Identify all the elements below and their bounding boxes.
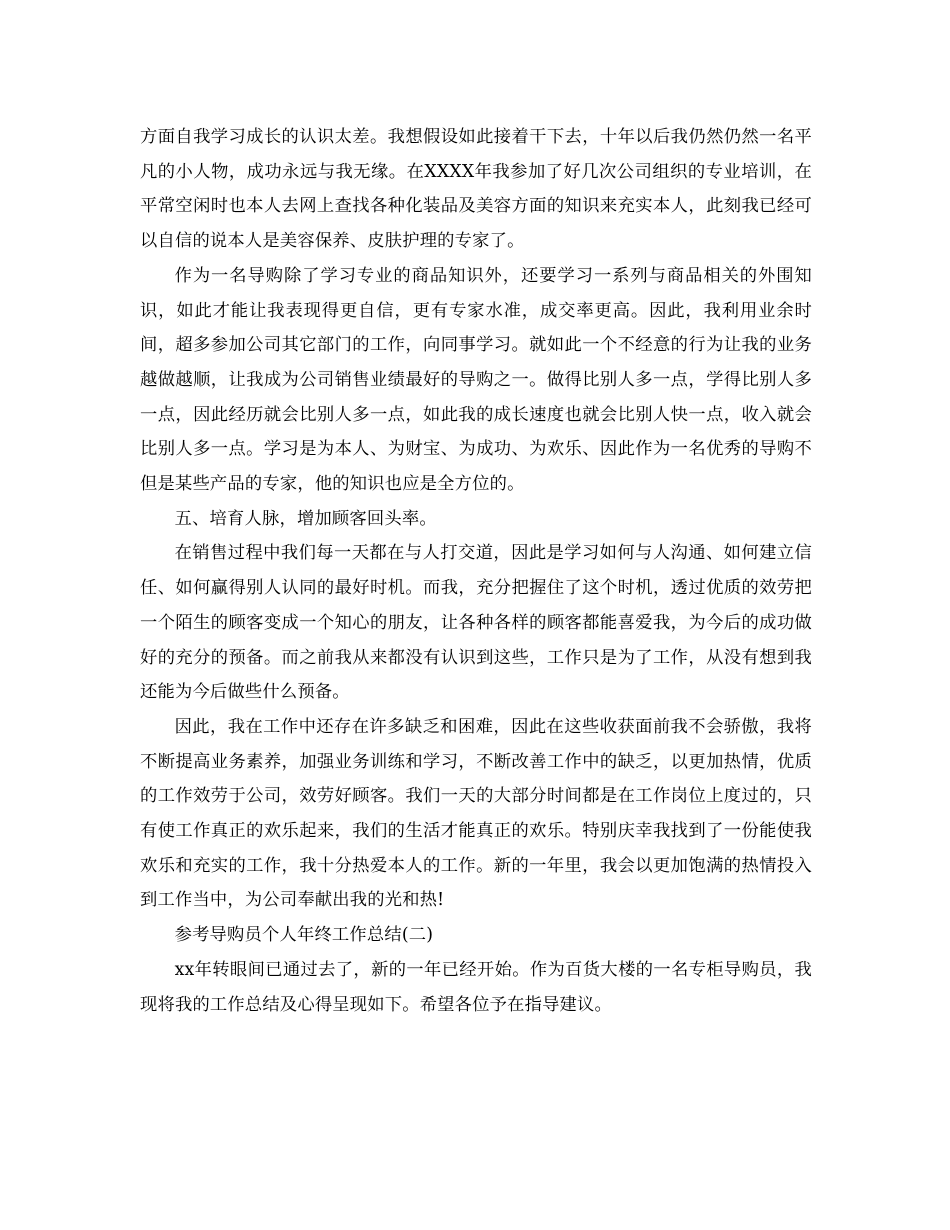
paragraph-sales-process: 在销售过程中我们每一天都在与人打交道，因此是学习如何与人沟通、如何建立信任、如何赢得别人认同的最好时机。而我，充分把握住了这个时机，透过优质的效劳把一个陌生的顾客变成一个知心的朋友，让各种各样的顾客都能喜爱我，为今后的成功做好的充分的预备。而之前我从来都没有认识到这些，工作只是为了工作，从没有想到我还能为今后做些什么预备。 bbox=[140, 543, 812, 703]
paragraph-learning: 作为一名导购除了学习专业的商品知识外，还要学习一系列与商品相关的外围知识，如此才能让我表现得更自信，更有专家水准，成交率更高。因此，我利用业余时间，超多参加公司其它部门的工作，向同事学习。就如此一个不经意的行为让我的业务越做越顺，让我成为公司销售业绩最好的导购之一。做得比别人多一点，学得比别人多一点，因此经历就会比别人多一点，如此我的成长速度也就会比别人快一点，收入就会比别人多一点。学习是为本人、为财宝、为成功、为欢乐、因此作为一名优秀的导购不但是某些产品的专家，他的知识也应是全方位的。 bbox=[140, 265, 812, 495]
section-heading-network: 五、培育人脉，增加顾客回头率。 bbox=[174, 508, 437, 529]
paragraph-continuation: 方面自我学习成长的认识太差。我想假设如此接着干下去，十年以后我仍然仍然一名平凡的小人物，成功永远与我无缘。在XXXX年我参加了好几次公司组织的专业培训，在平常空闲时也本人去网上查找各种化装品及美容方面的知识来充实本人，此刻我已经可以自信的说本人是美容保养、皮肤护理的专家了。 bbox=[140, 127, 812, 252]
paragraph-conclusion: 因此，我在工作中还存在许多缺乏和困难，因此在这些收获面前我不会骄傲，我将不断提高业务素养，加强业务训练和学习，不断改善工作中的缺乏，以更加热情，优质的工作效劳于公司，效劳好顾客。我们一天的大部分时间都是在工作岗位上度过的，只有使工作真正的欢乐起来，我们的生活才能真正的欢乐。特别庆幸我找到了一份能使我欢乐和充实的工作，我十分热爱本人的工作。新的一年里，我会以更加饱满的热情投入到工作当中，为公司奉献出我的光和热! bbox=[140, 716, 812, 911]
document-subtitle: 参考导购员个人年终工作总结(二) bbox=[174, 925, 434, 946]
paragraph-intro-part-two: xx年转眼间已通过去了，新的一年已经开始。作为百货大楼的一名专柜导购员，我现将我的工作总结及心得呈现如下。希望各位予在指导建议。 bbox=[140, 959, 812, 1015]
